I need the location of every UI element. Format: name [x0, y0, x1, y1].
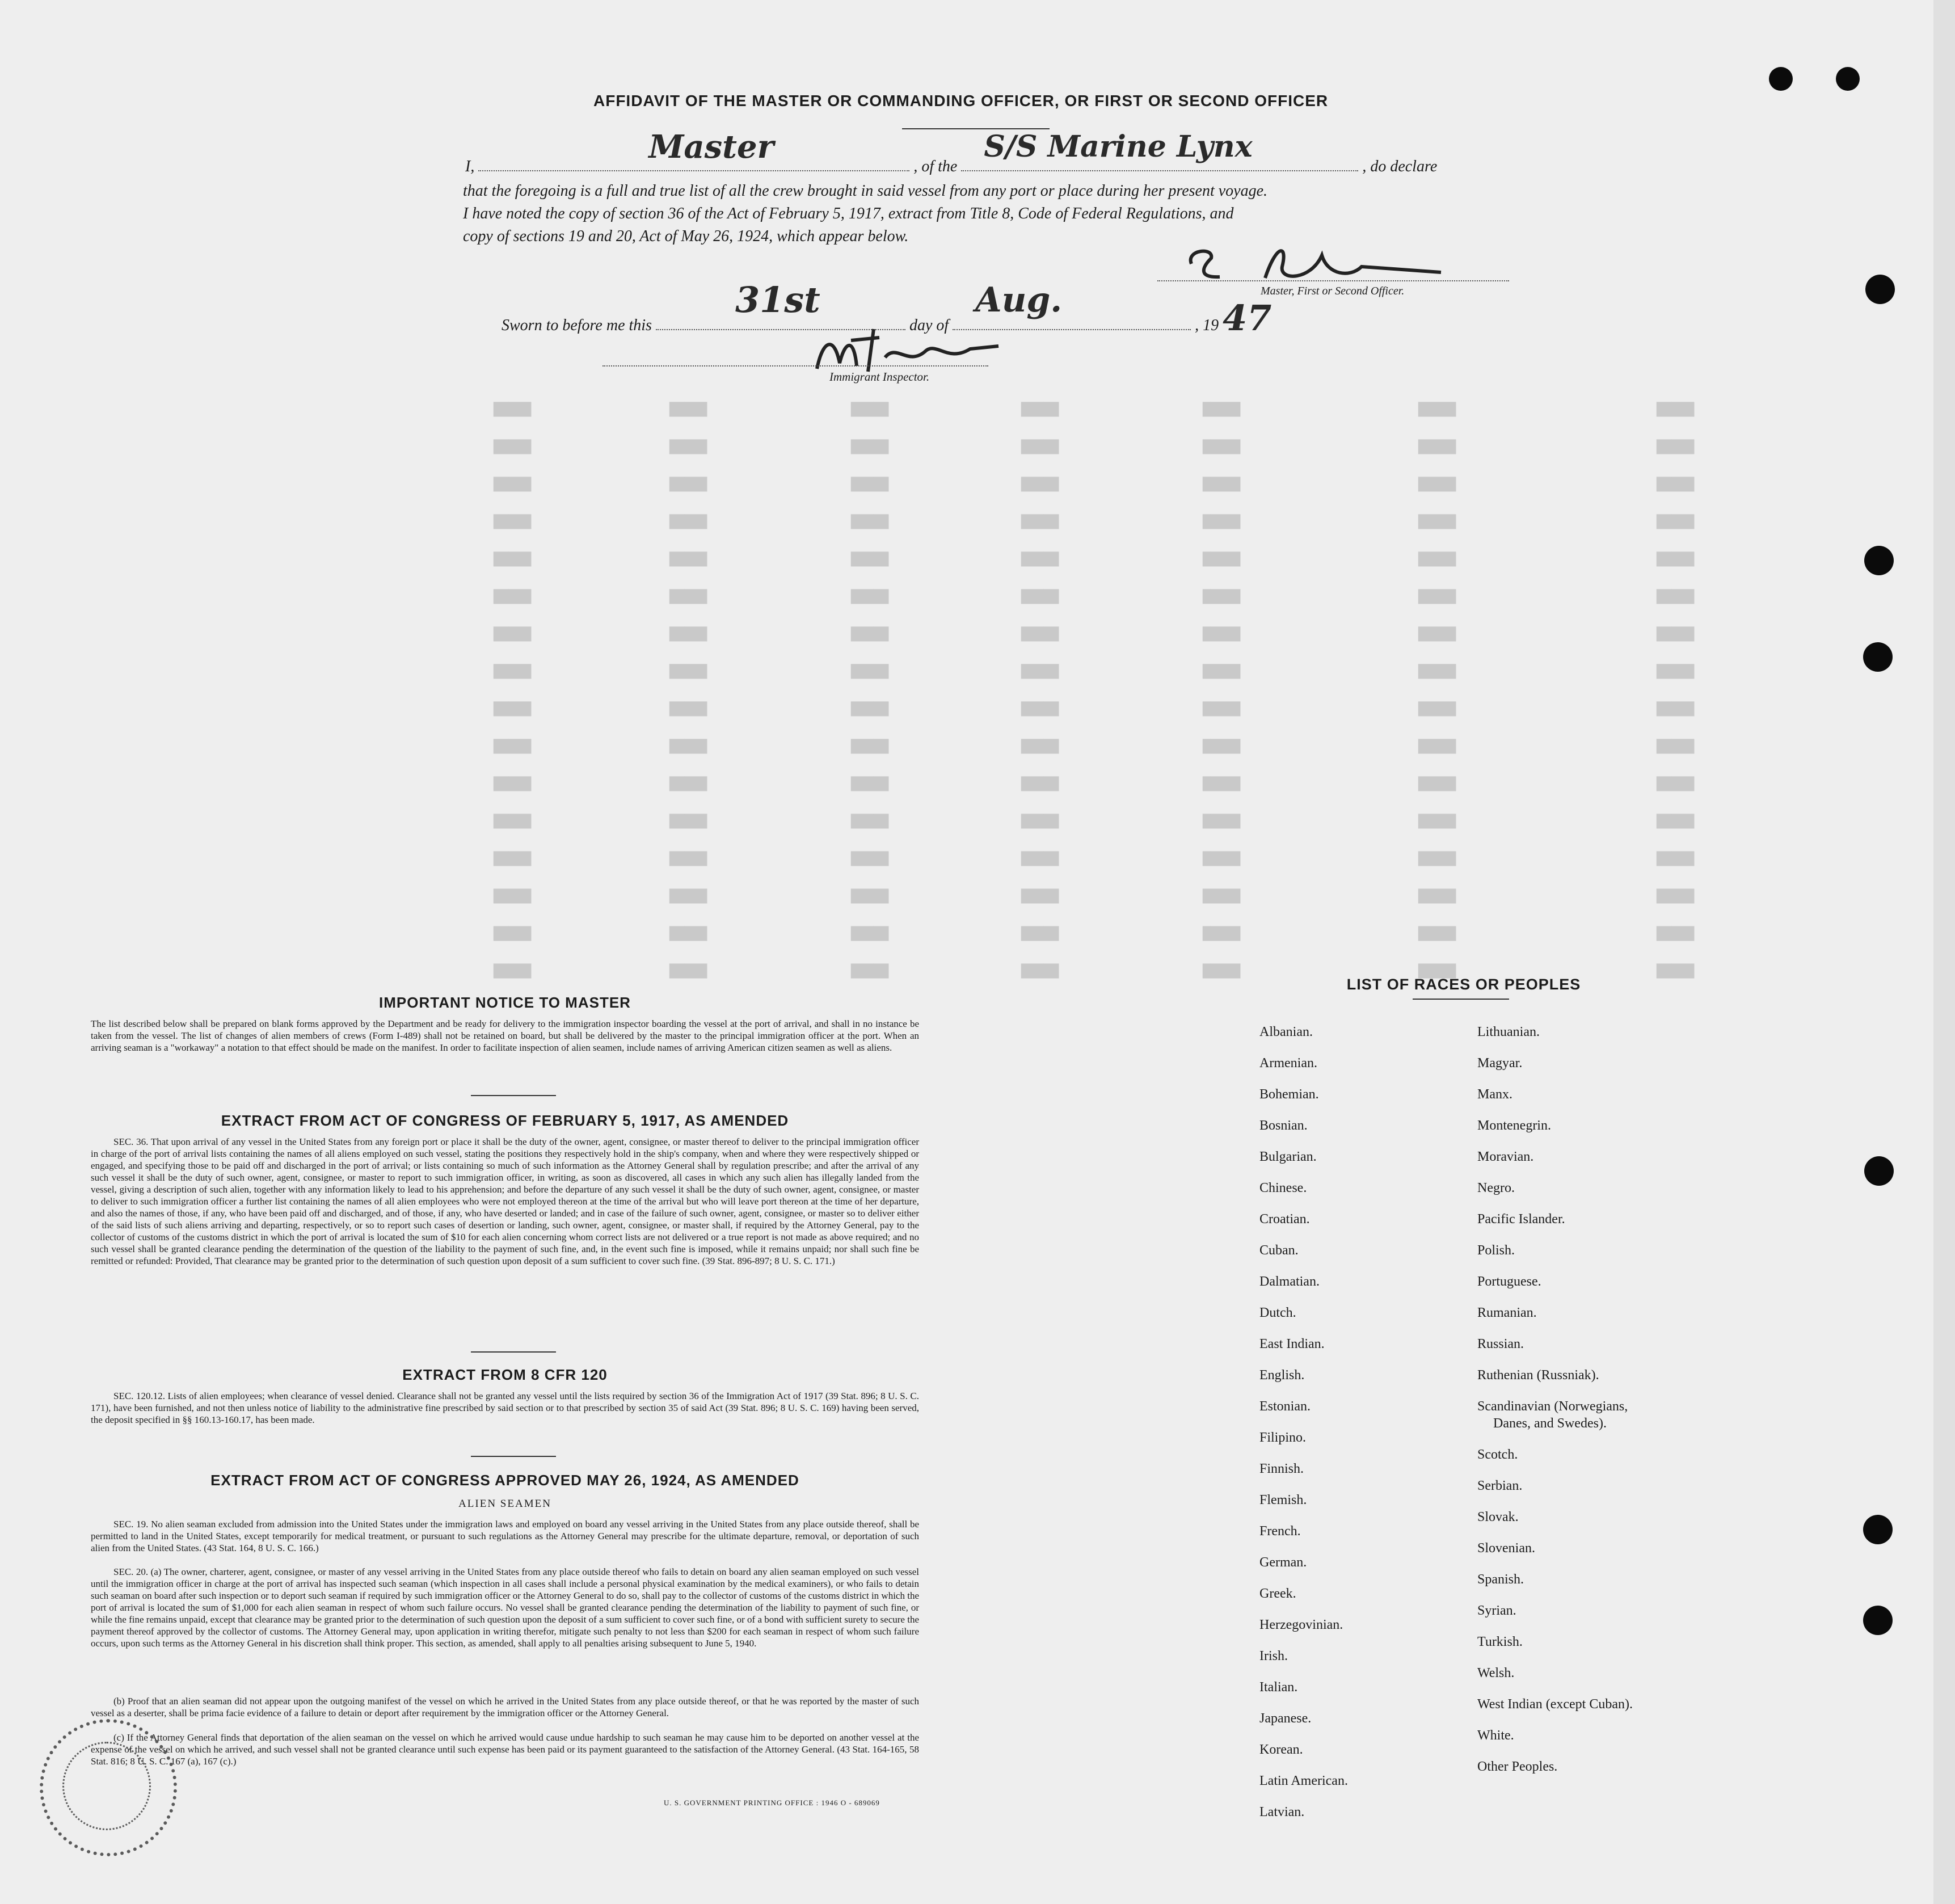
- bleed-through-mark: █████: [494, 702, 532, 717]
- bleed-through-mark: █████: [1021, 403, 1059, 417]
- bleed-through-mark: █████: [494, 403, 532, 417]
- master-signature-line: [1157, 280, 1509, 281]
- year-handwritten: 47: [1223, 297, 1272, 339]
- bleed-through-mark: █████: [1657, 478, 1695, 492]
- bleed-through-mark: █████: [494, 927, 532, 941]
- bleed-through-mark: █████: [494, 440, 532, 454]
- bleed-through-mark: █████: [1657, 852, 1695, 866]
- bleed-through-mark: █████: [1203, 627, 1241, 642]
- races-title: LIST OF RACES OR PEOPLES: [1346, 976, 1581, 993]
- bleed-through-mark: █████: [1657, 740, 1695, 754]
- bleed-through-mark: █████: [669, 478, 707, 492]
- extract-1917-title: EXTRACT FROM ACT OF CONGRESS OF FEBRUARY 5, 1917, AS AMENDED: [221, 1112, 789, 1129]
- bleed-through-mark: █████: [494, 740, 532, 754]
- bleed-through-mark: █████: [494, 852, 532, 866]
- bleed-through-mark: █████: [1418, 702, 1456, 717]
- race-item: Spanish.: [1477, 1572, 1524, 1587]
- punch-hole: [1863, 1606, 1893, 1635]
- race-item: Latvian.: [1259, 1805, 1305, 1819]
- race-item: Slovak.: [1477, 1510, 1519, 1524]
- race-item: Chinese.: [1259, 1181, 1307, 1195]
- notice-text: The list described below shall be prepared on blank forms approved by the Department and be ready for delivery to the immigration inspector boarding the vessel at the port of arrival, and shall in no instance be taken from the vessel. The list of changes of alien members of crews (Form I-489) shall not be retained on board, but shall be delivered by the master to the principal immigration officer at the port. When an arriving seaman is a "workaway" a notation to that effect should be made on the manifest. In order to facilitate inspection of alien seamen, include names of arriving American citizen seamen as well as aliens.: [91, 1018, 919, 1053]
- bleed-through-mark: █████: [1418, 964, 1456, 979]
- bleed-through-mark: █████: [1418, 590, 1456, 604]
- bleed-through-mark: █████: [1657, 777, 1695, 791]
- bleed-through-mark: █████: [1021, 852, 1059, 866]
- race-item: Slovenian.: [1477, 1541, 1535, 1556]
- bleed-through-mark: █████: [669, 515, 707, 529]
- bleed-through-mark: █████: [1657, 665, 1695, 679]
- race-item: Estonian.: [1259, 1399, 1311, 1414]
- sworn-label: Sworn to before me this: [502, 317, 652, 334]
- bleed-through-mark: █████: [851, 815, 889, 829]
- race-item: Turkish.: [1477, 1635, 1523, 1649]
- race-item: Albanian.: [1259, 1025, 1313, 1039]
- bleed-through-mark: █████: [669, 852, 707, 866]
- official-stamp: [62, 1742, 151, 1830]
- race-item: Bosnian.: [1259, 1118, 1308, 1133]
- bleed-through-mark: █████: [1021, 815, 1059, 829]
- bleed-through-mark: █████: [1418, 403, 1456, 417]
- race-item: Other Peoples.: [1477, 1759, 1558, 1774]
- notice-title: IMPORTANT NOTICE TO MASTER: [379, 994, 631, 1011]
- bleed-through-mark: █████: [1203, 964, 1241, 979]
- bleed-through-mark: █████: [1203, 515, 1241, 529]
- bleed-through-mark: █████: [1418, 852, 1456, 866]
- divider: [1413, 999, 1509, 1000]
- race-item: Serbian.: [1477, 1478, 1523, 1493]
- bleed-through-mark: █████: [1203, 815, 1241, 829]
- bleed-through-mark: █████: [851, 627, 889, 642]
- affidavit-line-1: [465, 128, 1515, 179]
- bleed-through-mark: █████: [851, 478, 889, 492]
- punch-hole: [1836, 67, 1860, 91]
- race-item: Japanese.: [1259, 1711, 1312, 1726]
- cfr-text: SEC. 120.12. Lists of alien employees; when clearance of vessel denied. Clearance shall not be granted any vessel until the lists required by section 36 of the Immigration Act of 1917 (39 Stat. 896; 8 U. S. C. 171), have been furnished, and not then unless notice of liability to the administrative fine prescribed by said section or to that prescribed by section 35 of said Act (39 Stat. 896; 8 U. S. C. 169) having been served, the deposit specified in §§ 160.13-160.17, has been made.: [91, 1391, 919, 1425]
- divider: [471, 1095, 556, 1096]
- bleed-through-mark: █████: [1021, 627, 1059, 642]
- bleed-through-mark: █████: [1657, 440, 1695, 454]
- race-item: Herzegovinian.: [1259, 1617, 1343, 1632]
- race-item: Latin American.: [1259, 1774, 1348, 1788]
- bleed-through-mark: █████: [1203, 852, 1241, 866]
- race-item: Finnish.: [1259, 1461, 1304, 1476]
- bleed-through-mark: █████: [494, 478, 532, 492]
- vessel-handwritten: S/S Marine Lynx: [984, 129, 1253, 164]
- name-handwritten: Master: [648, 128, 774, 166]
- race-item: Danes, and Swedes).: [1493, 1416, 1607, 1431]
- name-field: [478, 128, 909, 171]
- bleed-through-mark: █████: [1021, 553, 1059, 567]
- bleed-through-mark: █████: [494, 964, 532, 979]
- do-declare-label: , do declare: [1362, 158, 1438, 175]
- sec20b-text: (b) Proof that an alien seaman did not appear upon the outgoing manifest of the vessel on which he arrived in the United States from any place outside thereof, or that he was reported by the master of such vessel as a deserter, shall be prima facie evidence of a failure to detain or deport after requirement by the immigration officer or the Attorney General.: [91, 1696, 919, 1718]
- race-item: Irish.: [1259, 1649, 1288, 1663]
- race-item: Bulgarian.: [1259, 1149, 1317, 1164]
- sec20c-text: (c) If the Attorney General finds that deportation of the alien seaman on the vessel on which he arrived would cause undue hardship to such seaman he may cause him to be deported on another vessel at the expense of the vessel on which he arrived, and such vessel shall not be granted clearance until such expense has been paid or its payment guaranteed to the satisfaction of the Attorney General. (43 Stat. 164-165, 58 Stat. 816; 8 U. S. C. 167 (a), 167 (c).): [91, 1732, 919, 1767]
- race-item: Rumanian.: [1477, 1305, 1537, 1320]
- bleed-through-mark: █████: [494, 515, 532, 529]
- race-item: Armenian.: [1259, 1056, 1317, 1071]
- bleed-through-mark: █████: [669, 403, 707, 417]
- bleed-through-mark: █████: [1418, 815, 1456, 829]
- bleed-through-mark: █████: [669, 777, 707, 791]
- race-item: Welsh.: [1477, 1666, 1515, 1680]
- bleed-through-mark: █████: [494, 665, 532, 679]
- inspector-label: Immigrant Inspector.: [829, 370, 930, 384]
- race-item: Lithuanian.: [1477, 1025, 1540, 1039]
- bleed-through-mark: █████: [1657, 927, 1695, 941]
- bleed-through-mark: █████: [851, 553, 889, 567]
- bleed-through-mark: █████: [669, 815, 707, 829]
- alien-seamen-subtitle: ALIEN SEAMEN: [458, 1498, 551, 1510]
- vessel-field: [961, 129, 1358, 171]
- bleed-through-mark: █████: [1021, 890, 1059, 904]
- race-item: Syrian.: [1477, 1603, 1516, 1618]
- bleed-through-mark: █████: [1021, 777, 1059, 791]
- bleed-through-mark: █████: [851, 440, 889, 454]
- bleed-through-mark: █████: [1418, 478, 1456, 492]
- bleed-through-mark: █████: [1418, 627, 1456, 642]
- bleed-through-mark: █████: [851, 403, 889, 417]
- year-prefix: , 19: [1195, 317, 1219, 334]
- sec20a-text: SEC. 20. (a) The owner, charterer, agent, consignee, or master of any vessel arriving in the United States from any place outside thereof who fails to detain on board any alien seaman employed on such vessel until the immigration officer in charge at the port of arrival has inspected such seaman (which inspection in all cases shall include a personal physical examination by the medical examiners), or who fails to detain such seaman on board after such inspection or to deport such seaman if required by such immigration officer or the Attorney General to do so, shall pay to the collector of customs of the customs district in which the port of arrival is located the sum of $1,000 for each alien seaman in respect of whom such failure occurs. No vessel shall be granted clearance pending the determination of the liability to payment of such fine, or while the fine remains unpaid, except that clearance may be granted prior to the determination of such question upon the deposit of a sum sufficient to cover such fine, or of a bond with sufficient surety to secure the payment thereof approved by the collector of customs. The Attorney General may, upon application in writing therefor, mitigate such penalty to not less than $200 for each seaman in respect of whom such failure occurs, upon such terms as the Attorney General in his discretion shall think proper. This section, as amended, shall apply to all penalties arising subsequent to June 5, 1940.: [91, 1566, 919, 1649]
- bleed-through-mark: █████: [1203, 740, 1241, 754]
- bleed-through-mark: █████: [851, 515, 889, 529]
- bleed-through-mark: █████: [1657, 702, 1695, 717]
- day-handwritten: 31st: [735, 279, 820, 321]
- bleed-through-mark: █████: [669, 890, 707, 904]
- bleed-through-mark: █████: [1021, 440, 1059, 454]
- bleed-through-mark: █████: [669, 740, 707, 754]
- affidavit-body-2: I have noted the copy of section 36 of the Act of February 5, 1917, extract from Title 8, Code of Federal Regulations, and: [463, 205, 1234, 222]
- race-item: Negro.: [1477, 1181, 1515, 1195]
- bleed-through-mark: █████: [1203, 927, 1241, 941]
- bleed-through-mark: █████: [1203, 777, 1241, 791]
- bleed-through-mark: █████: [1021, 927, 1059, 941]
- race-item: Moravian.: [1477, 1149, 1534, 1164]
- punch-hole: [1863, 642, 1893, 672]
- bleed-through-mark: █████: [1418, 740, 1456, 754]
- i-label: I,: [465, 158, 475, 175]
- page-edge: [1933, 0, 1955, 1904]
- affidavit-body-3: copy of sections 19 and 20, Act of May 26, 1924, which appear below.: [463, 228, 909, 245]
- divider: [471, 1351, 556, 1353]
- race-item: Russian.: [1477, 1337, 1524, 1351]
- bleed-through-mark: █████: [494, 553, 532, 567]
- race-item: Portuguese.: [1477, 1274, 1541, 1289]
- race-item: Croatian.: [1259, 1212, 1310, 1227]
- bleed-through-mark: █████: [494, 815, 532, 829]
- bleed-through-mark: █████: [1418, 515, 1456, 529]
- punch-hole: [1863, 1515, 1893, 1544]
- bleed-through-mark: █████: [1021, 478, 1059, 492]
- race-item: White.: [1477, 1728, 1514, 1743]
- bleed-through-mark: █████: [1418, 665, 1456, 679]
- bleed-through-mark: █████: [1657, 964, 1695, 979]
- bleed-through-mark: █████: [669, 702, 707, 717]
- bleed-through-mark: █████: [1418, 440, 1456, 454]
- race-item: Cuban.: [1259, 1243, 1299, 1258]
- bleed-through-mark: █████: [1021, 702, 1059, 717]
- of-the-label: , of the: [913, 158, 958, 175]
- bleed-through-mark: █████: [1021, 515, 1059, 529]
- race-item: Magyar.: [1477, 1056, 1523, 1071]
- bleed-through-mark: █████: [1418, 777, 1456, 791]
- bleed-through-mark: █████: [851, 590, 889, 604]
- bleed-through-mark: █████: [494, 777, 532, 791]
- affidavit-body-1: that the foregoing is a full and true list of all the crew brought in said vessel from any port or place during her present voyage.: [463, 182, 1268, 200]
- race-item: Polish.: [1477, 1243, 1515, 1258]
- race-item: English.: [1259, 1368, 1305, 1383]
- race-item: Montenegrin.: [1477, 1118, 1551, 1133]
- bleed-through-mark: █████: [1021, 665, 1059, 679]
- race-item: Greek.: [1259, 1586, 1296, 1601]
- divider: [471, 1456, 556, 1457]
- race-item: Pacific Islander.: [1477, 1212, 1565, 1227]
- extract-1924-title: EXTRACT FROM ACT OF CONGRESS APPROVED MAY 26, 1924, AS AMENDED: [210, 1472, 799, 1489]
- bleed-through-mark: █████: [669, 665, 707, 679]
- bleed-through-mark: █████: [851, 702, 889, 717]
- bleed-through-mark: █████: [669, 964, 707, 979]
- bleed-through-mark: █████: [1657, 553, 1695, 567]
- race-item: Filipino.: [1259, 1430, 1307, 1445]
- bleed-through-mark: █████: [851, 665, 889, 679]
- punch-hole: [1864, 546, 1894, 575]
- bleed-through-mark: █████: [1203, 590, 1241, 604]
- bleed-through-mark: █████: [669, 440, 707, 454]
- bleed-through-mark: █████: [851, 964, 889, 979]
- day-of-label: day of: [909, 317, 949, 334]
- bleed-through-mark: █████: [1657, 515, 1695, 529]
- race-item: Dalmatian.: [1259, 1274, 1320, 1289]
- race-item: Ruthenian (Russniak).: [1477, 1368, 1599, 1383]
- race-item: Italian.: [1259, 1680, 1298, 1695]
- race-item: Bohemian.: [1259, 1087, 1319, 1102]
- bleed-through-mark: █████: [1021, 964, 1059, 979]
- punch-hole: [1865, 275, 1895, 304]
- bleed-through-mark: █████: [1203, 702, 1241, 717]
- bleed-through-mark: █████: [851, 740, 889, 754]
- affidavit-title: AFFIDAVIT OF THE MASTER OR COMMANDING OFFICER, OR FIRST OR SECOND OFFICER: [593, 92, 1329, 109]
- race-item: Flemish.: [1259, 1493, 1307, 1507]
- race-item: German.: [1259, 1555, 1307, 1570]
- bleed-through-mark: █████: [1418, 890, 1456, 904]
- extract-1917-text: SEC. 36. That upon arrival of any vessel in the United States from any foreign port or place it shall be the duty of the owner, agent, consignee, or master thereof to deliver to the principal immigration officer in charge of the port of arrival lists containing the names of all aliens employed on such vessel, stating the positions they respectively hold in the ship's company, when and where they were respectively shipped or engaged, and specifying those to be paid off and discharged in the port of arrival; or lists containing so much of such information as the Attorney General shall by regulation prescribe; and after the arrival of any such vessel it shall be the duty of such owner, agent, consignee, or master to report to such immigration officer, in writing, as soon as discovered, all cases in which any such alien has illegally landed from the vessel, giving a description of such alien, together with any information likely to lead to his apprehension; and before the departure of any such vessel it shall be the duty of such owner, agent, consignee, or master to deliver to such immigration officer a further list containing the names of all alien employees who were not employed thereon at the time of the arrival but who will leave port thereon at the time of her departure, and also the names of those, if any, who have been paid off and discharged, and of those, if any, who have deserted or landed; and in case of the failure of such owner, agent, consignee, or master so to deliver either of the said lists of such aliens arriving and departing, respectively, or so to report such cases of desertion or landing, such owner, agent, consignee, or master shall, if required by the Attorney General, pay to the collector of customs of the customs district in which the port of arrival is located the sum of $10 for each alien concerning whom correct lists are not delivered or a true report is not made as above required; and no such vessel shall be granted clearance pending the determination of the question of the liability to the payment of such fine, and, in the event such fine is imposed, while it remains unpaid; nor shall such fine be remitted or refunded: Provided, That clearance may be granted prior to the determination of such question upon deposit of a sum sufficient to cover such fine. (39 Stat. 896-897; 8 U. S. C. 171.): [91, 1136, 919, 1266]
- race-item: Manx.: [1477, 1087, 1512, 1102]
- bleed-through-mark: █████: [1657, 890, 1695, 904]
- bleed-through-mark: █████: [494, 627, 532, 642]
- bleed-through-mark: █████: [1203, 478, 1241, 492]
- bleed-through-mark: █████: [1657, 627, 1695, 642]
- bleed-through-mark: █████: [1657, 815, 1695, 829]
- bleed-through-mark: █████: [1203, 403, 1241, 417]
- month-handwritten: Aug.: [975, 280, 1063, 320]
- sec19-text: SEC. 19. No alien seaman excluded from admission into the United States under the immigration laws and employed on board any vessel arriving in the United States from any place outside thereof, shall be permitted to land in the United States, except temporarily for medical treatment, or pursuant to such regulations as the Attorney General may prescribe for the ultimate departure, removal, or deportation of such alien from the United States. (43 Stat. 164, 8 U. S. C. 166.): [91, 1519, 919, 1553]
- inspector-signature-line: [602, 365, 988, 367]
- race-item: French.: [1259, 1524, 1301, 1539]
- bleed-through-mark: █████: [1418, 553, 1456, 567]
- bleed-through-mark: █████: [1021, 740, 1059, 754]
- bleed-through-mark: █████: [669, 627, 707, 642]
- bleed-through-mark: █████: [1203, 553, 1241, 567]
- bleed-through-mark: █████: [851, 852, 889, 866]
- race-item: Scandinavian (Norwegians,: [1477, 1399, 1628, 1414]
- punch-hole: [1864, 1156, 1894, 1186]
- gpo-imprint: U. S. GOVERNMENT PRINTING OFFICE : 1946 O - 689069: [664, 1798, 880, 1807]
- bleed-through-mark: █████: [494, 590, 532, 604]
- bleed-through-mark: █████: [1418, 927, 1456, 941]
- bleed-through-mark: █████: [669, 553, 707, 567]
- punch-hole: [1769, 67, 1793, 91]
- bleed-through-mark: █████: [1203, 665, 1241, 679]
- bleed-through-mark: █████: [851, 927, 889, 941]
- bleed-through-mark: █████: [1657, 403, 1695, 417]
- bleed-through-mark: █████: [1203, 890, 1241, 904]
- bleed-through-mark: █████: [1203, 440, 1241, 454]
- bleed-through-mark: █████: [669, 590, 707, 604]
- master-label: Master, First or Second Officer.: [1261, 285, 1405, 297]
- race-item: Scotch.: [1477, 1447, 1518, 1462]
- cfr-title: EXTRACT FROM 8 CFR 120: [402, 1366, 608, 1383]
- bleed-through-mark: █████: [669, 927, 707, 941]
- bleed-through-mark: █████: [851, 890, 889, 904]
- bleed-through-mark: █████: [1021, 590, 1059, 604]
- race-item: Korean.: [1259, 1742, 1303, 1757]
- race-item: Dutch.: [1259, 1305, 1296, 1320]
- race-item: West Indian (except Cuban).: [1477, 1697, 1633, 1712]
- bleed-through-mark: █████: [851, 777, 889, 791]
- bleed-through-mark: █████: [494, 890, 532, 904]
- race-item: East Indian.: [1259, 1337, 1325, 1351]
- bleed-through-mark: █████: [1657, 590, 1695, 604]
